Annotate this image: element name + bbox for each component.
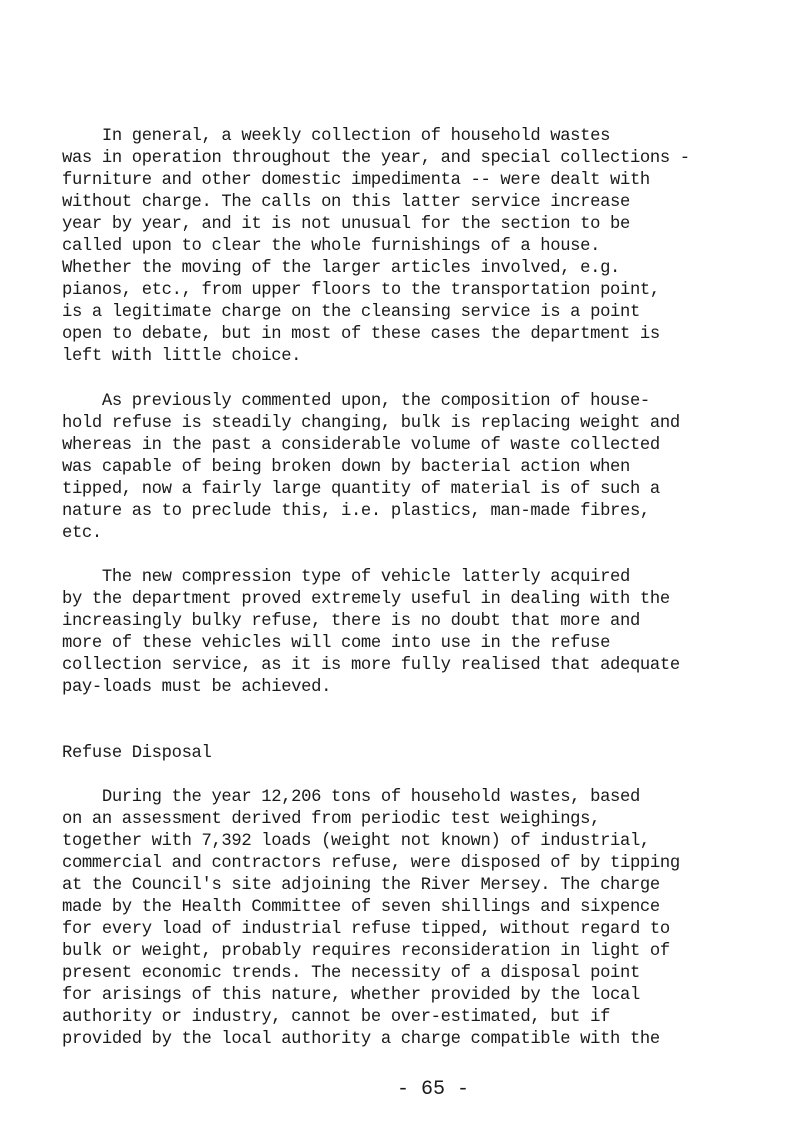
text-line: As previously commented upon, the composition of house- — [62, 392, 650, 411]
section-heading: Refuse Disposal — [62, 744, 212, 763]
text-line: During the year 12,206 tons of household wastes, based — [62, 788, 640, 807]
text-line: increasingly bulky refuse, there is no doubt that more and — [62, 612, 640, 631]
text-line: collection service, as it is more fully realised that adequate — [62, 656, 680, 675]
text-line: year by year, and it is not unusual for the section to be — [62, 215, 630, 234]
text-line: more of these vehicles will come into use in the refuse — [62, 634, 611, 653]
text-line: present economic trends. The necessity of a disposal point — [62, 964, 640, 983]
text-line: made by the Health Committee of seven shillings and sixpence — [62, 898, 660, 917]
text-line: by the department proved extremely useful in dealing with the — [62, 590, 670, 609]
text-line: left with little choice. — [62, 347, 302, 366]
text-line: without charge. The calls on this latter service increase — [62, 193, 630, 212]
text-line: pianos, etc., from upper floors to the transportation point, — [62, 281, 660, 300]
text-line: pay-loads must be achieved. — [62, 678, 332, 697]
text-line: at the Council's site adjoining the River Mersey. The charge — [62, 876, 660, 895]
text-line: provided by the local authority a charge compatible with the — [62, 1030, 660, 1049]
text-line: The new compression type of vehicle latterly acquired — [62, 568, 630, 587]
text-line: bulk or weight, probably requires reconsideration in light of — [62, 942, 670, 961]
text-line: called upon to clear the whole furnishings of a house. — [62, 237, 601, 256]
text-line: together with 7,392 loads (weight not known) of industrial, — [62, 832, 650, 851]
text-line: for arisings of this nature, whether provided by the local — [62, 986, 640, 1005]
text-line: etc. — [62, 524, 102, 543]
text-line: authority or industry, cannot be over-estimated, but if — [62, 1008, 611, 1027]
text-line: hold refuse is steadily changing, bulk is replacing weight and — [62, 414, 680, 433]
text-line: was in operation throughout the year, and special collections - — [62, 149, 690, 168]
text-line: whereas in the past a considerable volume of waste collected — [62, 436, 660, 455]
text-line: on an assessment derived from periodic test weighings, — [62, 810, 601, 829]
page-number: - 65 - — [397, 1078, 470, 1101]
text-line: commercial and contractors refuse, were disposed of by tipping — [62, 854, 680, 873]
text-line: is a legitimate charge on the cleansing service is a point — [62, 303, 640, 322]
text-line: was capable of being broken down by bacterial action when — [62, 458, 630, 477]
text-line: for every load of industrial refuse tipped, without regard to — [62, 920, 670, 939]
text-line: Whether the moving of the larger articles involved, e.g. — [62, 259, 620, 278]
text-line: In general, a weekly collection of household wastes — [62, 127, 611, 146]
text-line: furniture and other domestic impedimenta -- were dealt with — [62, 171, 650, 190]
text-line: tipped, now a fairly large quantity of material is of such a — [62, 480, 660, 499]
text-line: nature as to preclude this, i.e. plastics, man-made fibres, — [62, 502, 650, 521]
text-line: open to debate, but in most of these cases the department is — [62, 325, 660, 344]
